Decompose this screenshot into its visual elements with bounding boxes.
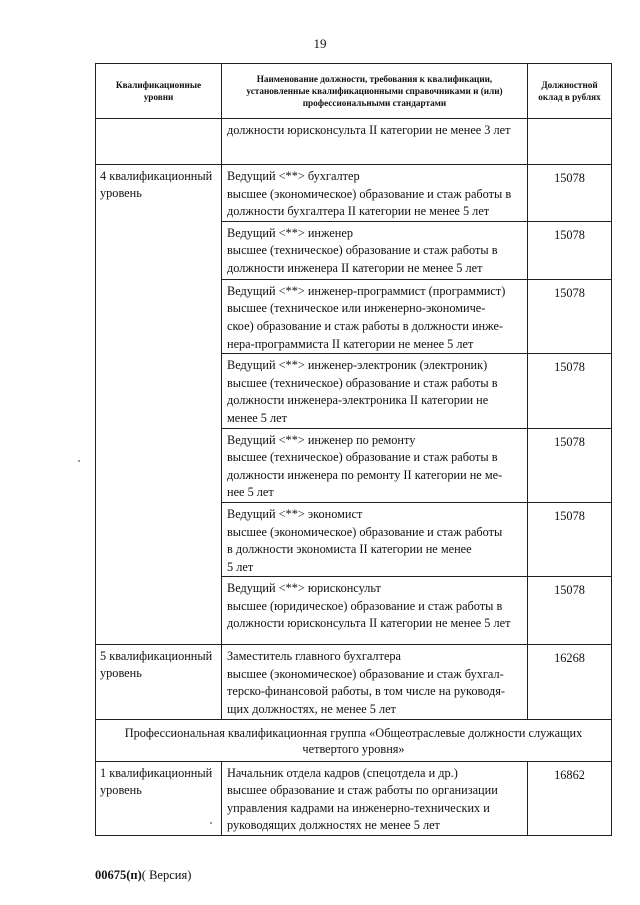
position-requirements: высшее (экономическое) образование и стаж работы в должности экономиста II категории не менее 5 лет [227,524,503,574]
position-title: Начальник отдела кадров (спецотдела и др.) [227,765,458,780]
level-label: 5 квалификационный уровень [96,645,222,719]
position-requirements: высшее образование и стаж работы по организации управления кадрами на инженерно-технических и руководящих должностях не менее 5 лет [227,783,498,833]
scan-speck [210,822,212,824]
table-header-row [96,64,612,119]
position-requirements: высшее (экономическое) образование и стаж бухгал- терско-финансовой работы, в том числе на руководя- щих должностях, не менее 5 лет [227,666,505,717]
salary-value: 16862 [528,761,612,835]
position-title: Ведущий <**> инженер по ремонту [227,432,416,447]
salary-value: 16268 [528,645,612,719]
level-label: 1 квалификационный уровень [96,761,222,835]
position-cell [222,279,528,353]
salary-table [95,63,612,836]
position-cell [222,761,528,835]
position-title: Ведущий <**> инженер-электроник (электроник) [227,358,488,373]
header-level: Квалификационные уровни [96,64,222,119]
position-title: Ведущий <**> инженер-программист (программист) [227,283,506,298]
level-label: 4 квалификационный уровень [96,165,222,645]
salary-value: 15078 [528,502,612,576]
salary-value: 15078 [528,221,612,279]
salary-value: 15078 [528,165,612,222]
position-cell [222,645,528,719]
page-number: 19 [313,36,327,51]
salary-value: 15078 [528,577,612,645]
position-cell [222,577,528,645]
level-cell-empty [96,119,222,165]
position-title: Ведущий <**> инженер [227,225,353,240]
position-cell [222,428,528,502]
position-cell [222,221,528,279]
position-cell [222,165,528,222]
position-title: Ведущий <**> юрисконсульт [227,581,381,596]
position-title: Ведущий <**> бухгалтер [227,169,360,183]
position-cell [222,354,528,428]
table-row [96,645,612,719]
position-requirements: высшее (экономическое) образование и стаж работы в должности бухгалтера II категории не менее 5 лет [227,186,512,219]
position-cell [222,502,528,576]
position-requirements: высшее (техническое или инженерно-экономиче- ское) образование и стаж работы в должности инже- нера-программиста II категории не менее 5 лет [227,301,504,351]
position-requirements: высшее (юридическое) образование и стаж работы в должности юрисконсульта II категории не менее 5 лет [227,598,511,631]
table-row [96,761,612,835]
scan-speck [78,460,80,462]
salary-value: 15078 [528,279,612,353]
salary-cell-empty [528,119,612,165]
table-row [96,165,612,222]
continuation-text: должности юрисконсульта II категории не менее 3 лет [222,119,528,165]
position-title: Ведущий <**> экономист [227,506,363,521]
group-title: Профессиональная квалификационная группа «Общеотраслевые должности служащих четвертого уровня» [96,719,612,761]
footer-code: 00675(п) [95,868,142,882]
table-row [96,119,612,165]
document-footer [95,868,191,883]
salary-value: 15078 [528,354,612,428]
header-name: Наименование должности, требования к квалификации, установленные квалификационными справочниками и (или) профессиональными стандартами [222,64,528,119]
salary-value: 15078 [528,428,612,502]
position-title: Заместитель главного бухгалтера [227,649,402,664]
position-requirements: высшее (техническое) образование и стаж работы в должности инженера-электроника II категории не менее 5 лет [227,375,498,425]
footer-version: ( Версия) [141,868,192,882]
group-row [96,719,612,761]
position-requirements: высшее (техническое) образование и стаж работы в должности инженера по ремонту II категории не ме- нее 5 лет [227,450,503,500]
position-requirements: высшее (техническое) образование и стаж работы в должности инженера II категории не менее 5 лет [227,243,498,275]
header-salary: Должностной оклад в рублях [528,64,612,119]
